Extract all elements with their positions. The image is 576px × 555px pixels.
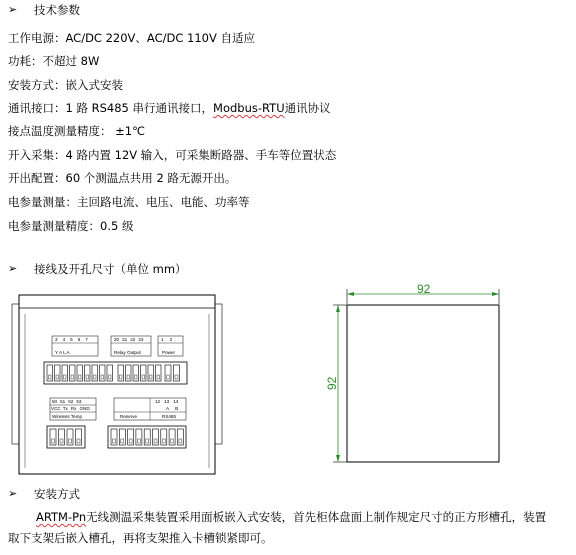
terminal-screw (86, 375, 89, 379)
terminal-screw (171, 439, 174, 443)
section-title-installation: 安装方式 (34, 487, 80, 501)
terminal-screw (146, 439, 149, 443)
terminal-slot (136, 429, 142, 445)
mr-num-label: 12 13 14 (155, 399, 179, 404)
terminal-slot (62, 365, 68, 381)
tr-num-label: 1 2 (161, 337, 173, 342)
section-title-wiring: 接线及开孔尺寸（单位 mm） (34, 262, 187, 276)
device-wiring-diagram (10, 290, 226, 482)
terminal-slot (153, 429, 159, 445)
terminal-screw (135, 375, 138, 379)
terminal-screw (162, 439, 165, 443)
terminal-slot (126, 365, 132, 381)
terminal-screw (101, 375, 104, 379)
terminal-screw (64, 375, 67, 379)
spec-line-digital-input: 开入采集：4 路内置 12V 输入，可采集断路器、手车等位置状态 (8, 148, 337, 162)
terminal-screw (154, 439, 157, 443)
spec-line-power-supply: 工作电源：AC/DC 220V、AC/DC 110V 自适应 (8, 31, 256, 45)
terminal-screw (49, 375, 52, 379)
dim-arrow-icon (347, 292, 354, 296)
terminal-slot (77, 365, 83, 381)
tl-sub-label: Y A L A (55, 350, 70, 355)
terminal-screw (69, 439, 72, 443)
terminal-screw (94, 375, 97, 379)
terminal-slot (67, 429, 73, 445)
side-clip-left (12, 304, 19, 444)
terminal-screw (60, 439, 63, 443)
terminal-strip-lower-slots (50, 429, 183, 445)
terminal-slot (144, 429, 150, 445)
terminal-slot (128, 429, 134, 445)
terminal-slot (165, 365, 171, 381)
terminal-slot (118, 365, 124, 381)
terminal-screw (142, 375, 145, 379)
terminal-screw (157, 375, 160, 379)
terminal-slot (156, 365, 162, 381)
terminal-screw (121, 439, 124, 443)
panel-cutout-diagram (320, 280, 510, 470)
terminal-slot (141, 365, 147, 381)
terminal-slot (177, 429, 183, 445)
bullet-arrow-icon: ➢ (8, 262, 18, 275)
tm-num-label: 20 21 22 23 (114, 337, 144, 342)
terminal-screw (79, 375, 82, 379)
terminal-screw (179, 439, 182, 443)
terminal-slot (107, 365, 113, 381)
terminal-slot (47, 365, 53, 381)
spec-line-comm-interface: 通讯接口：1 路 RS485 串行通讯接口，Modbus-RTU通讯协议 (8, 101, 331, 115)
spec-line-electrical-measurement: 电参量测量：主回路电流、电压、电能、功率等 (8, 195, 250, 209)
spec-line-power-consumption: 功耗：不超过 8W (8, 54, 100, 68)
terminal-slot (55, 365, 61, 381)
dim-arrow-icon (336, 455, 340, 462)
terminal-screw (113, 439, 116, 443)
ml-sub-label: VCC Tx Rx GND (51, 406, 90, 411)
cutout-square (347, 305, 499, 462)
dim-arrow-icon (336, 305, 340, 312)
terminal-screw (71, 375, 74, 379)
terminal-slot (174, 365, 180, 381)
spec-line-temp-accuracy: 接点温度测量精度： ±1℃ (8, 124, 146, 138)
side-clip-right (215, 304, 222, 444)
terminal-screw (150, 375, 153, 379)
bullet-arrow-icon: ➢ (8, 3, 18, 16)
terminal-slot (133, 365, 139, 381)
wireless-temp-label: Wireless Temp (52, 414, 83, 419)
terminal-screw (109, 375, 112, 379)
terminal-slot (169, 429, 175, 445)
terminal-screw (175, 375, 178, 379)
terminal-slot (76, 429, 82, 445)
dim-arrow-icon (492, 292, 499, 296)
terminal-screw (167, 375, 170, 379)
terminal-slot (148, 365, 154, 381)
ml-num-label: 50 51 52 53 (52, 399, 82, 404)
terminal-screw (52, 439, 55, 443)
bullet-arrow-icon: ➢ (8, 487, 18, 500)
rs485-label: RS485 (162, 414, 177, 419)
installation-paragraph-line2: 取下支架后嵌入槽孔，再将支架推入卡槽锁紧即可。 (8, 531, 273, 545)
terminal-screw (120, 375, 123, 379)
mr-sub-label: A B (166, 406, 179, 411)
terminal-slot (100, 365, 106, 381)
power-label: Power (162, 350, 176, 355)
relay-output-label: Relay Output (114, 350, 141, 355)
terminal-screw (129, 439, 132, 443)
spec-line-installation: 安装方式：嵌入式安装 (8, 78, 123, 92)
height-dimension: 92 (325, 376, 339, 390)
terminal-slot (59, 429, 65, 445)
terminal-slot (50, 429, 56, 445)
spec-line-digital-output: 开出配置：60 个测温点共用 2 路无源开出。 (8, 171, 237, 185)
terminal-slot (119, 429, 125, 445)
terminal-slot (85, 365, 91, 381)
installation-paragraph-line1: ARTM-Pn无线测温采集装置采用面板嵌入式安装，首先柜体盘面上制作规定尺寸的正方形槽孔，装置 (36, 510, 547, 524)
terminal-strip-upper-slots (47, 365, 180, 381)
width-dimension: 92 (417, 282, 431, 296)
terminal-slot (70, 365, 76, 381)
terminal-screw (56, 375, 59, 379)
terminal-screw (127, 375, 130, 379)
terminal-screw (77, 439, 80, 443)
section-title-tech-params: 技术参数 (34, 3, 80, 17)
reserve-label: Reserve (120, 414, 138, 419)
spec-line-electrical-accuracy: 电参量测量精度：0.5 级 (8, 219, 134, 233)
terminal-screw (137, 439, 140, 443)
terminal-slot (92, 365, 98, 381)
terminal-slot (161, 429, 167, 445)
tl-num-label: 3 4 5 6 7 (55, 337, 88, 342)
terminal-slot (111, 429, 117, 445)
